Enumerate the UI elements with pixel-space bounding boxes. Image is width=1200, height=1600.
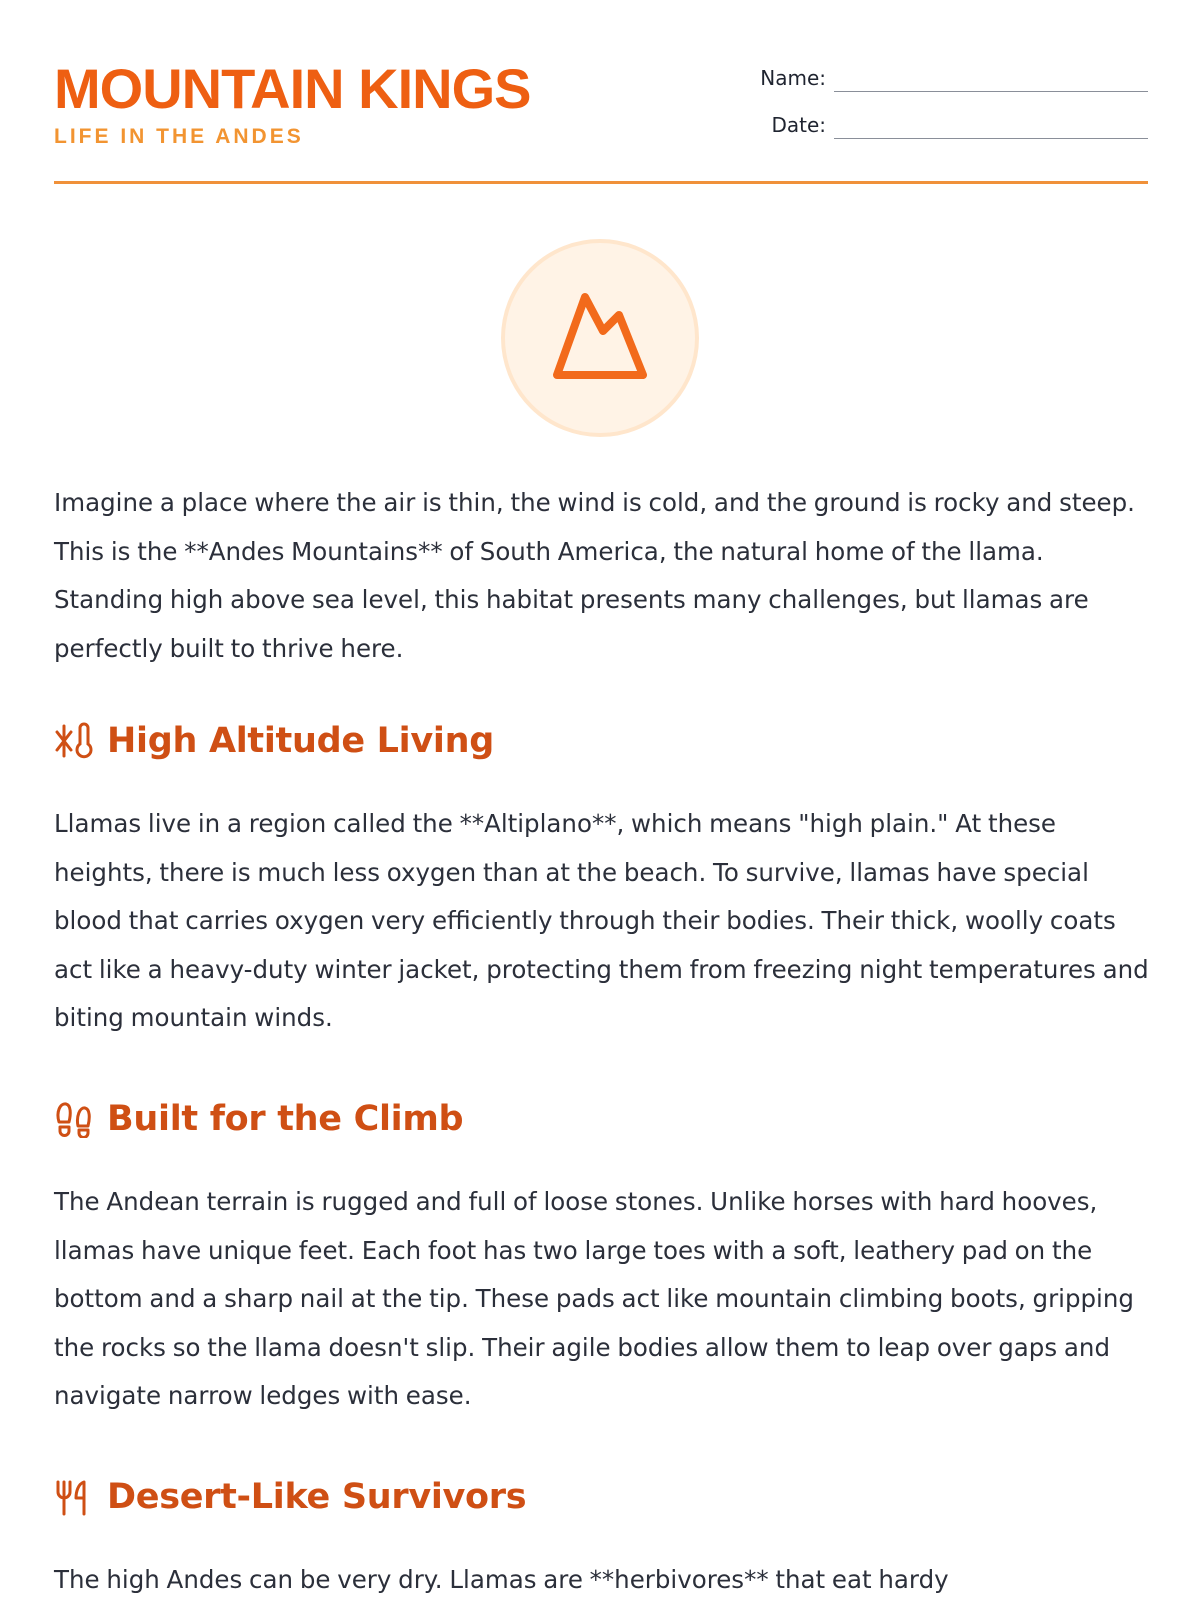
page-subtitle: LIFE IN THE ANDES xyxy=(54,125,304,148)
section-body-climb: The Andean terrain is rugged and full of loose stones. Unlike horses with hard hooves, llamas have unique feet. Each foot has two large toes with a soft, leathery pad on the bottom and a sharp nail at the tip. These pads act like mountain climbing boots, gripping the rocks so the llama doesn't slip. Their agile bodies allow them to leap over gaps and navigate narrow ledges with ease. xyxy=(54,1187,1134,1410)
section-title-climb: Built for the Climb xyxy=(107,1099,464,1139)
name-label: Name: xyxy=(760,66,826,90)
worksheet-header xyxy=(54,56,1148,184)
section-heading-survivors xyxy=(54,1472,1154,1522)
section-title-altitude: High Altitude Living xyxy=(107,721,494,761)
name-line[interactable] xyxy=(834,91,1148,92)
section-body-survivors: The high Andes can be very dry. Llamas are **herbivores** that eat hardy xyxy=(54,1565,949,1594)
utensils-icon xyxy=(54,1478,94,1516)
section-title-survivors: Desert-Like Survivors xyxy=(107,1477,527,1517)
name-field[interactable] xyxy=(728,64,1148,94)
section-heading-altitude xyxy=(54,716,1154,766)
date-line[interactable] xyxy=(834,138,1148,139)
date-label: Date: xyxy=(771,113,826,137)
page-title: MOUNTAIN KINGS xyxy=(54,57,531,120)
emblem-circle xyxy=(501,239,699,437)
intro-paragraph: Imagine a place where the air is thin, the wind is cold, and the ground is rocky and steep. This is the **Andes Mountains** of South America, the natural home of the llama. Standing high above sea level, this habitat presents many challenges, but llamas are perfectly built to thrive here. xyxy=(54,488,1135,663)
snow-thermometer-icon xyxy=(54,722,94,760)
footprints-icon xyxy=(54,1100,94,1138)
date-field[interactable] xyxy=(728,111,1148,141)
mountain-icon xyxy=(549,289,651,387)
section-body-altitude: Llamas live in a region called the **Altiplano**, which means "high plain." At these heights, there is much less oxygen than at the beach. To survive, llamas have special blood that carries oxygen very efficiently through their bodies. Their thick, woolly coats act like a heavy-duty winter jacket, protecting them from freezing night temperatures and biting mountain winds. xyxy=(54,809,1149,1032)
section-heading-climb xyxy=(54,1094,1154,1144)
